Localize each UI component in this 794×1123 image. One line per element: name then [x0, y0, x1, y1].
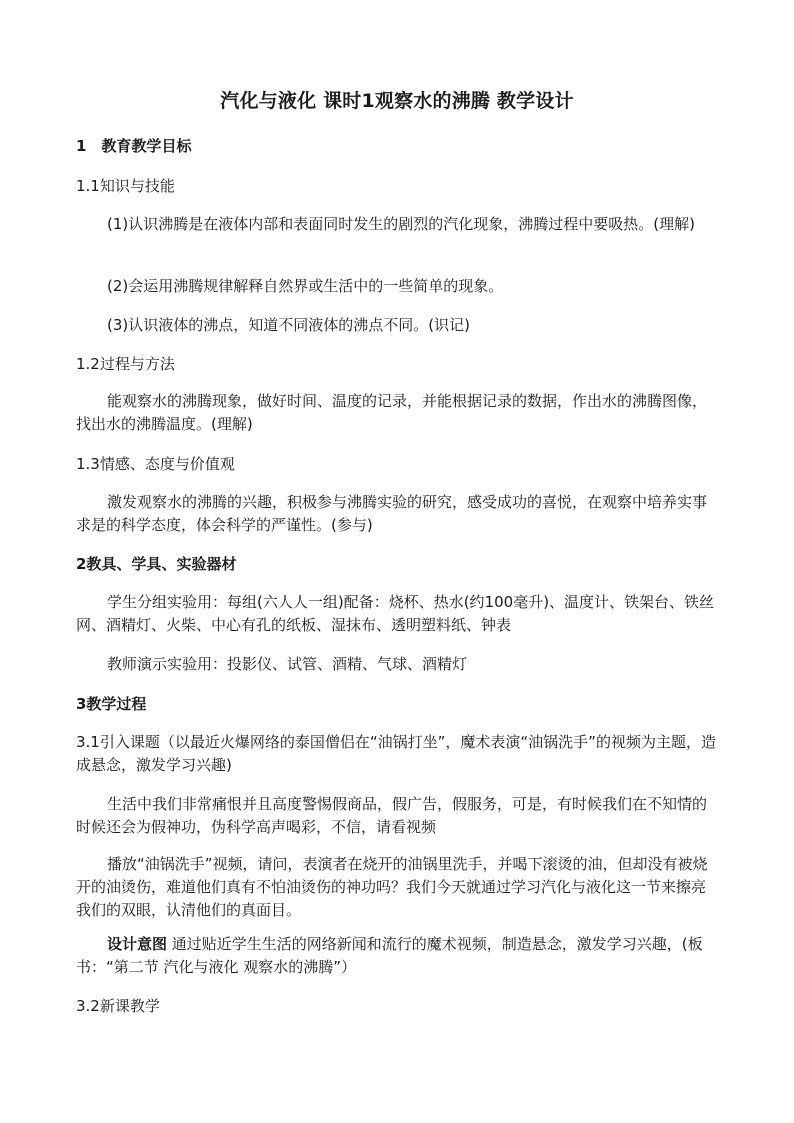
- design-intent-label: 设计意图: [107, 935, 168, 953]
- paragraph-2-1: 学生分组实验用：每组(六人人一组)配备：烧杯、热水(约100毫升)、温度计、铁架台、铁丝网、酒精灯、火柴、中心有孔的纸板、湿抹布、透明塑料纸、钟表: [76, 593, 715, 634]
- subsection-heading-3-1: 3.1引入课题（以最近火爆网络的泰国僧侣在“油锅打坐”，魔术表演“油锅洗手”的视频为主题，造成悬念，激发学习兴趣): [76, 733, 716, 774]
- subsection-heading-3-2: 3.2新课教学: [76, 997, 160, 1015]
- subsection-heading-1-3: 1.3情感、态度与价值观: [76, 455, 235, 473]
- paragraph-1-1-2: (2)会运用沸腾规律解释自然界或生活中的一些简单的现象。: [107, 277, 504, 295]
- design-intent-paragraph: [76, 933, 720, 979]
- subsection-heading-1-2: 1.2过程与方法: [76, 355, 175, 373]
- paragraph-3-1-1: 生活中我们非常痛恨并且高度警惕假商品，假广告，假服务，可是，有时候我们在不知情的时候还会为假神功，伪科学高声喝彩，不信，请看视频: [76, 795, 708, 836]
- document-title: 汽化与液化 课时1观察水的沸腾 教学设计: [220, 90, 574, 112]
- section-heading-2: 2教具、学具、实验器材: [76, 555, 237, 573]
- paragraph-1-3-1: 激发观察水的沸腾的兴趣，积极参与沸腾实验的研究，感受成功的喜悦，在观察中培养实事求是的科学态度，体会科学的严谨性。(参与): [76, 493, 708, 534]
- paragraph-3-1-2: 播放“油锅洗手”视频，请问，表演者在烧开的油锅里洗手，并喝下滚烫的油，但却没有被烧开的油烫伤，难道他们真有不怕油烫伤的神功吗？我们今天就通过学习汽化与液化这一节来擦亮我们的双眼，认清他们的真面目。: [76, 855, 708, 919]
- section-heading-1: 1 教育教学目标: [76, 137, 192, 155]
- paragraph-1-2-1: 能观察水的沸腾现象，做好时间、温度的记录，并能根据记录的数据，作出水的沸腾图像，找出水的沸腾温度。(理解): [76, 392, 708, 433]
- subsection-heading-1-1: 1.1知识与技能: [76, 177, 175, 195]
- paragraph-2-2: 教师演示实验用：投影仪、试管、酒精、气球、酒精灯: [107, 655, 468, 673]
- section-heading-3: 3教学过程: [76, 695, 147, 713]
- paragraph-1-1-3: (3)认识液体的沸点，知道不同液体的沸点不同。(识记): [107, 316, 470, 334]
- paragraph-1-1-1: (1)认识沸腾是在液体内部和表面同时发生的剧烈的汽化现象，沸腾过程中要吸热。(理解): [107, 215, 695, 233]
- design-intent-text: 通过贴近学生生活的网络新闻和流行的魔术视频，制造悬念，激发学习兴趣，(板书：“第二节 汽化与液化 观察水的沸腾”）: [76, 935, 703, 976]
